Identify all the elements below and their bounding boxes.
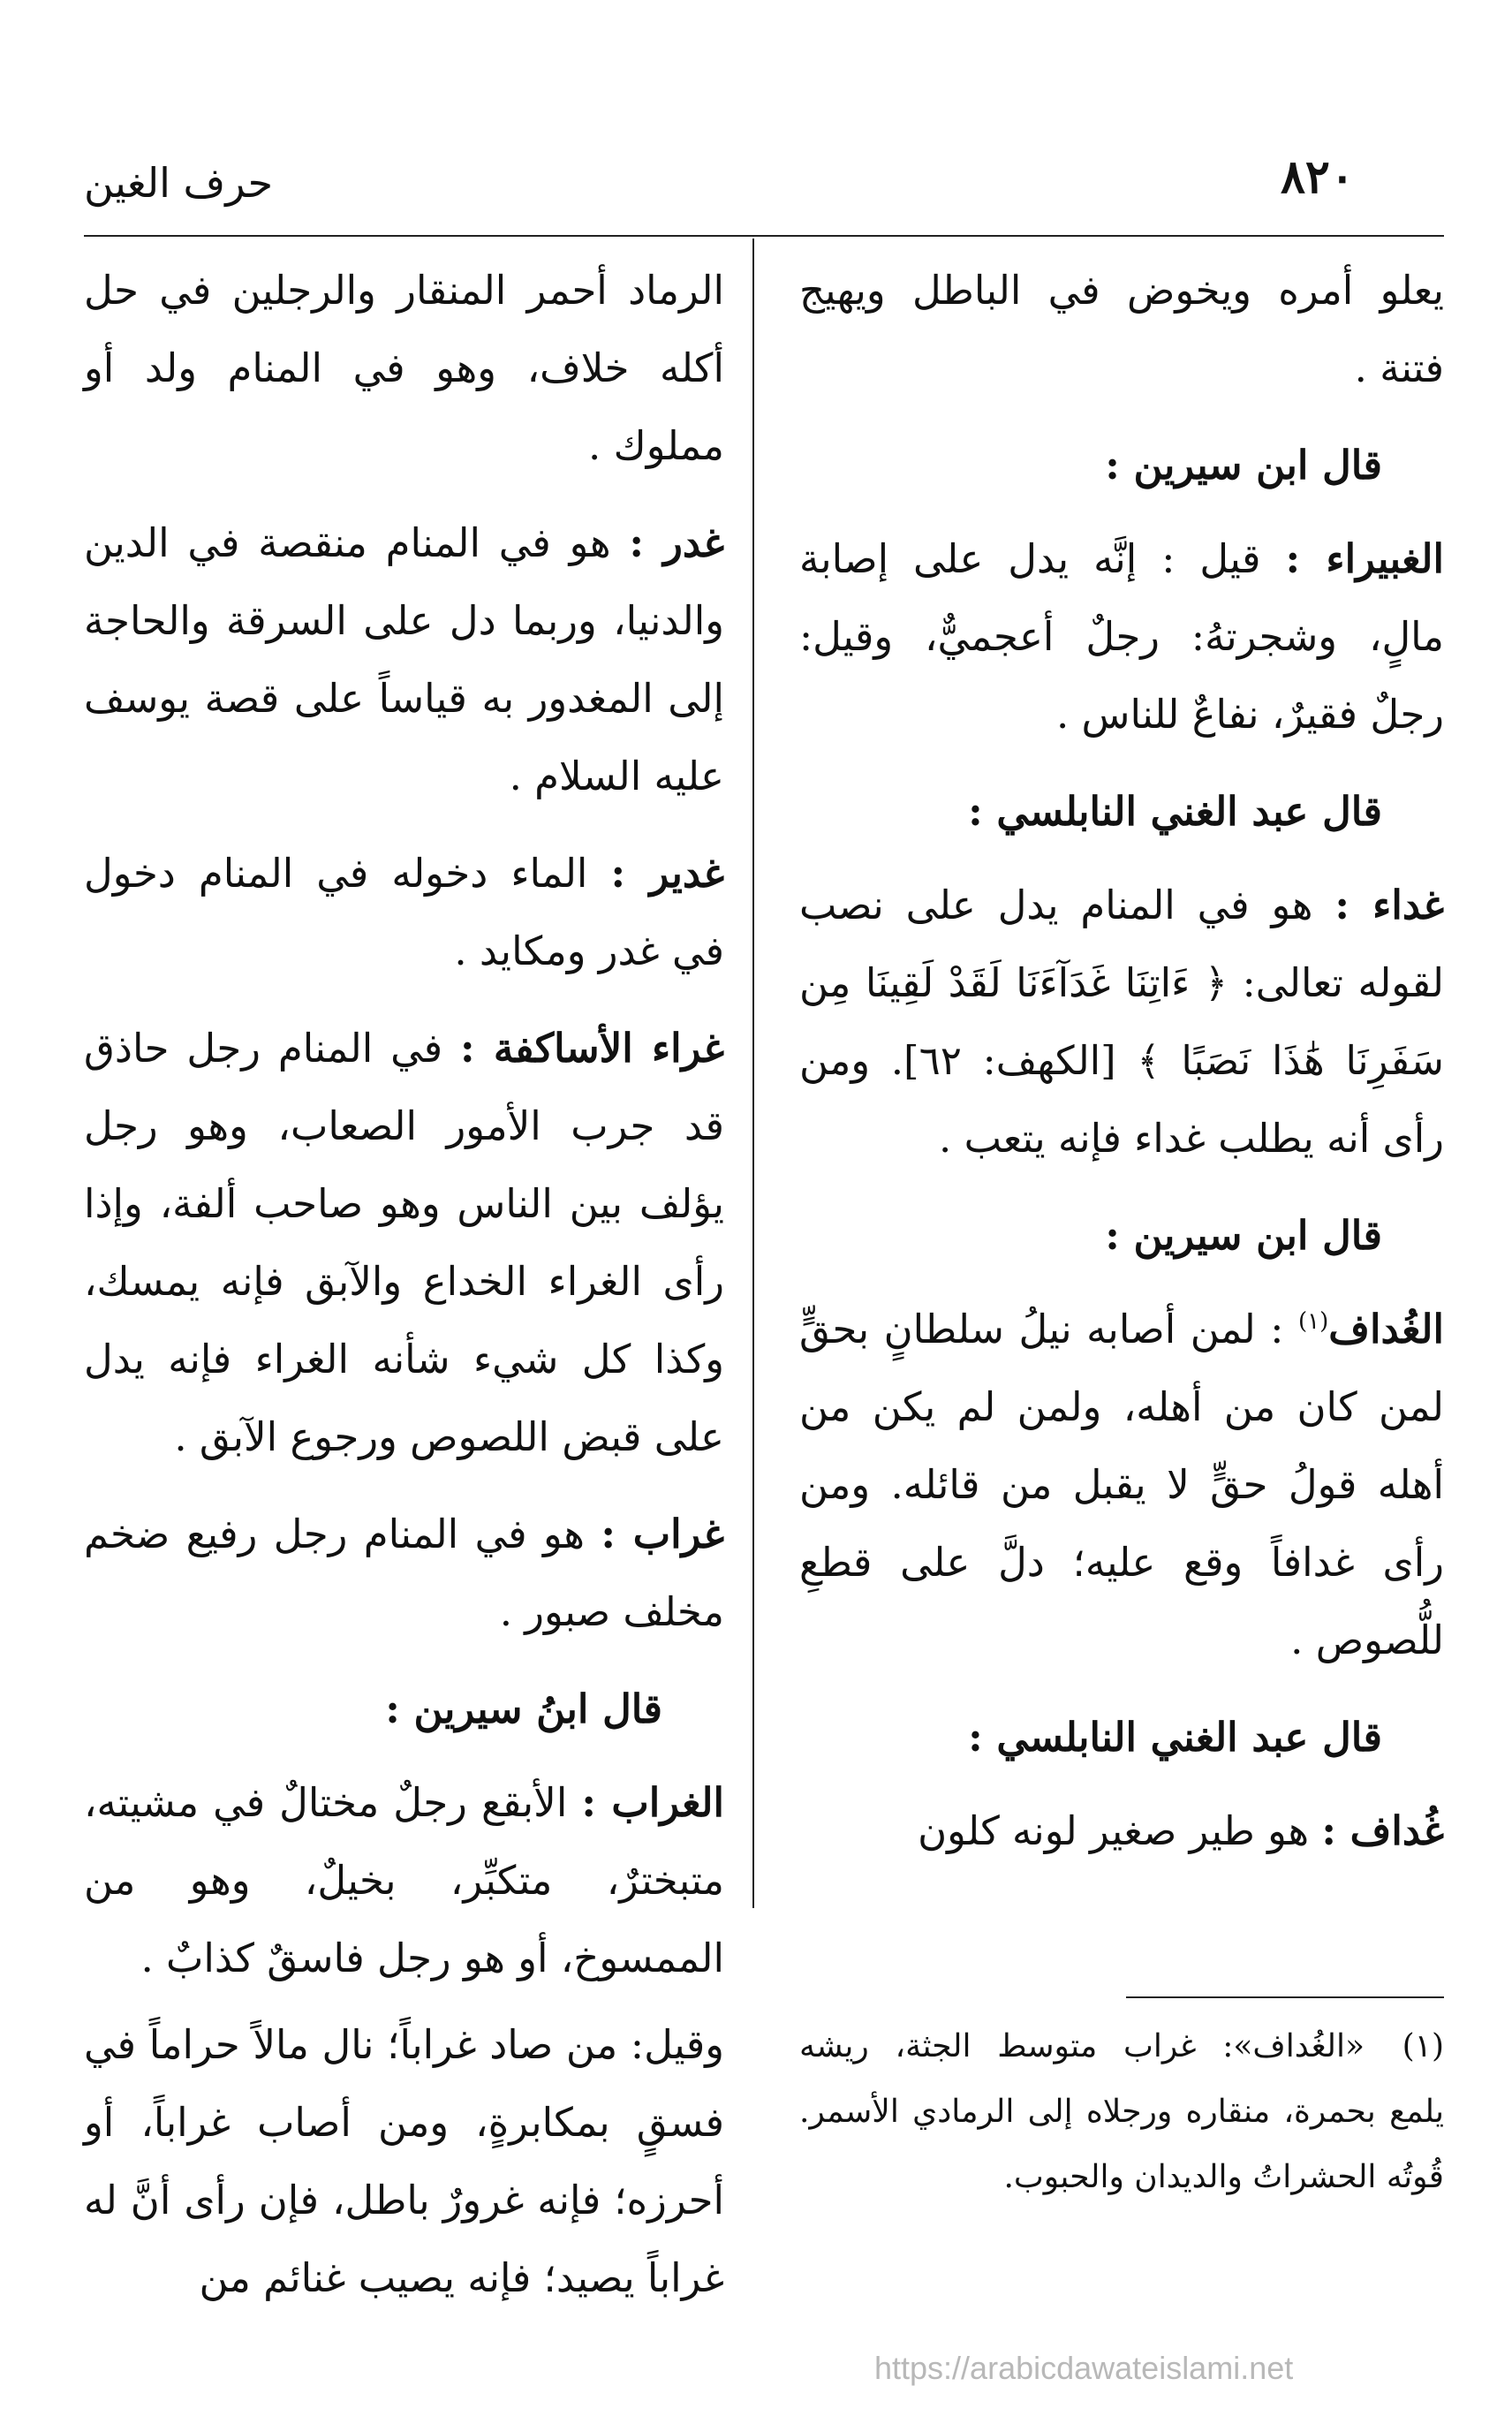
paragraph: وقيل: من صاد غراباً؛ نال مالاً حراماً في فسقٍ بمكابرةٍ، ومن أصاب غراباً، أو أحرزه؛ فإنه غرورٌ باطل، فإن رأى أنَّ له غراباً يصيد؛ فإنه يصيب غنائم من (84, 2021, 724, 2301)
quran-verse: ﴿ ءَاتِنَا غَدَآءَنَا لَقَدْ لَقِينَا مِن سَفَرِنَا هَٰذَا نَصَبًا ﴾ (799, 959, 1444, 1084)
entry (84, 1496, 724, 1651)
entry-text: هو في المنام يدل على نصب لقوله تعالى: (799, 882, 1444, 1006)
watermark: https://arabicdawateislami.net (874, 2350, 1294, 2386)
paragraph: الرماد أحمر المنقار والرجلين في حل أكله خلاف، وهو في المنام ولد أو مملوك . (84, 267, 724, 469)
section-heading: قال عبد الغني النابلسي : (968, 788, 1382, 835)
entry (799, 1792, 1444, 1870)
entry-term: غداء : (1334, 882, 1444, 928)
right-column (799, 252, 1444, 1890)
entry (84, 504, 724, 815)
entry (799, 1291, 1444, 1679)
section-heading: قال ابن سيرين : (1105, 442, 1382, 489)
entry-term: غُداف : (1321, 1807, 1444, 1854)
page-number: ٨٢٠ (1281, 150, 1355, 204)
entry-term: الغراب : (581, 1779, 724, 1826)
left-column (84, 252, 724, 2337)
footnote-marker: (١) (1402, 2028, 1444, 2064)
entry (799, 867, 1444, 1178)
entry-text: هو طير صغير لونه كلون (918, 1807, 1322, 1854)
footnote (799, 2014, 1444, 2210)
running-title: حرف الغين (84, 159, 274, 207)
paragraph: يعلو أمره ويخوض في الباطل ويهيج فتنة . (799, 267, 1444, 391)
entry-term: الغُداف (1328, 1306, 1444, 1352)
entry (84, 1010, 724, 1476)
footnote-text: «الغُداف»: غراب متوسط الجثة، ريشه يلمع بحمرة، منقاره ورجلاه إلى الرمادي الأسمر. قُوتُه الحشراتُ والديدان والحبوب. (799, 2028, 1444, 2195)
footnote-rule (1126, 1996, 1444, 1998)
column-divider (752, 239, 754, 1908)
entry-text: هو في المنام رجل رفيع ضخم مخلف صبور . (84, 1511, 724, 1635)
footnote-reference: (١) (1298, 1308, 1329, 1335)
entry (84, 1764, 724, 1997)
entry-text: هو في المنام منقصة في الدين والدنيا، وربما دل على السرقة والحاجة إلى المغدور به قياساً على قصة يوسف عليه السلام . (84, 519, 724, 799)
entry-term: الغبيراء : (1285, 535, 1444, 582)
entry-text: قيل : إنَّه يدل على إصابة مالٍ، وشجرتهُ: رجلٌ أعجميٌّ، وقيل: رجلٌ فقيرٌ، نفاعٌ للناس . (799, 535, 1444, 738)
section-heading: قال ابن سيرين : (1105, 1212, 1382, 1259)
entry (799, 520, 1444, 754)
entry-text: في المنام رجل حاذق قد جرب الأمور الصعاب، وهو رجل يؤلف بين الناس وهو صاحب ألفة، وإذا رأى الغراء الخداع والآبق فإنه يمسك، وكذا كل شيء شأنه الغراء فإنه يدل على قبض اللصوص ورجوع الآبق . (84, 1025, 724, 1460)
entry-term: غدير : (610, 850, 724, 897)
entry-term: غراب : (601, 1511, 724, 1557)
entry-term: غدر : (629, 519, 724, 566)
entry-text: الأبقع رجلٌ مختالٌ في مشيته، متبخترٌ، متكبِّر، بخيلٌ، وهو من الممسوخ، أو هو رجل فاسقٌ كذابٌ . (84, 1779, 724, 1981)
entry-term: غراء الأساكفة : (460, 1025, 724, 1072)
entry (84, 835, 724, 990)
entry-text: [الكهف: ٦٢]. ومن رأى أنه يطلب غداء فإنه يتعب . (799, 1037, 1444, 1162)
entry-text: الماء دخوله في المنام دخول في غدر ومكايد . (84, 850, 724, 974)
header-rule (84, 235, 1444, 237)
section-heading: قال ابنُ سيرين : (385, 1685, 662, 1732)
section-heading: قال عبد الغني النابلسي : (968, 1714, 1382, 1761)
entry-text: : لمن أصابه نيلُ سلطانٍ بحقٍّ لمن كان من أهله، ولمن لم يكن من أهله قولُ حقٍّ لا يقبل من قائله. ومن رأى غدافاً وقع عليه؛ دلَّ على قطعِ للُّصوص . (799, 1306, 1444, 1663)
